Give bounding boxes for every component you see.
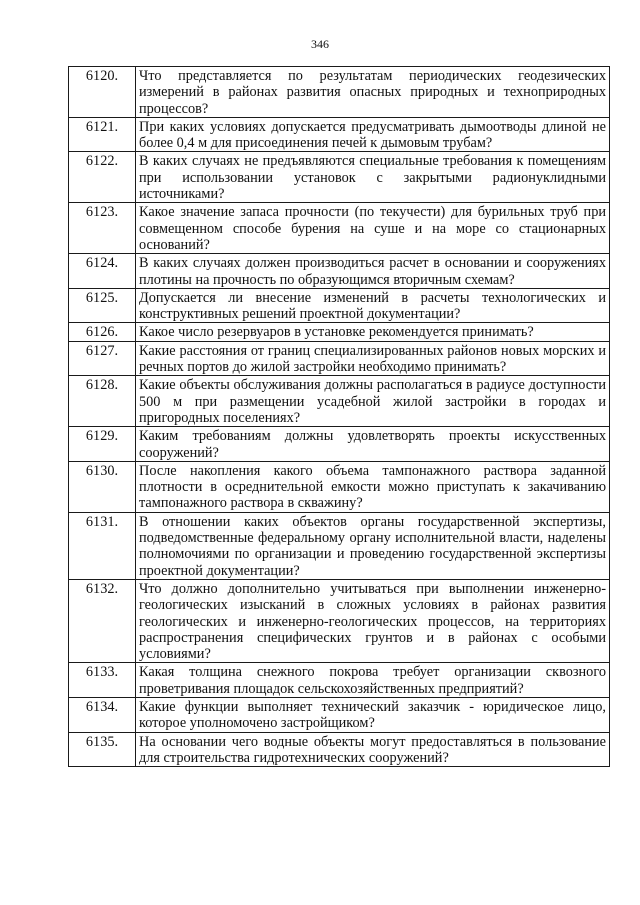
table-row bbox=[69, 376, 610, 427]
page-number: 346 bbox=[311, 37, 329, 51]
question-text: Какие расстояния от границ специализированных районов новых морских и речных портов до жилой застройки необходимо принимать? bbox=[136, 341, 610, 376]
table-row bbox=[69, 288, 610, 323]
question-text: В отношении каких объектов органы государственной экспертизы, подведомственные федеральному органу исполнительной власти, наделены полномочиями по организации и проведению государственной экспертизы проектной документации? bbox=[136, 512, 610, 579]
question-text: На основании чего водные объекты могут предоставляться в пользование для строительства гидротехнических сооружений? bbox=[136, 732, 610, 767]
question-text: Какое значение запаса прочности (по текучести) для бурильных труб при совмещенном способе бурения на суше и на море со стационарных оснований? bbox=[136, 203, 610, 254]
table-row bbox=[69, 697, 610, 732]
question-number: 6127. bbox=[69, 341, 136, 376]
question-number: 6128. bbox=[69, 376, 136, 427]
question-text: В каких случаях должен производиться расчет в основании и сооружениях плотины на прочность по образующимся вторичным схемам? bbox=[136, 254, 610, 289]
question-number: 6125. bbox=[69, 288, 136, 323]
question-number: 6129. bbox=[69, 427, 136, 462]
question-text: Что представляется по результатам периодических геодезических измерений в районах развития опасных природных и техноприродных процессов? bbox=[136, 67, 610, 118]
question-text: Какое число резервуаров в установке рекомендуется принимать? bbox=[136, 323, 610, 341]
question-number: 6135. bbox=[69, 732, 136, 767]
question-text: Допускается ли внесение изменений в расчеты технологических и конструктивных решений проектной документации? bbox=[136, 288, 610, 323]
table-row bbox=[69, 254, 610, 289]
table-row bbox=[69, 427, 610, 462]
table-row bbox=[69, 117, 610, 152]
table-row bbox=[69, 512, 610, 579]
table-row bbox=[69, 732, 610, 767]
question-number: 6132. bbox=[69, 579, 136, 662]
question-number: 6120. bbox=[69, 67, 136, 118]
questions-table bbox=[68, 66, 610, 767]
table-row bbox=[69, 323, 610, 341]
table-row bbox=[69, 341, 610, 376]
question-text: При каких условиях допускается предусматривать дымоотводы длиной не более 0,4 м для присоединения печей к дымовым трубам? bbox=[136, 117, 610, 152]
table-row bbox=[69, 203, 610, 254]
table-row bbox=[69, 152, 610, 203]
question-text: Каким требованиям должны удовлетворять проекты искусственных сооружений? bbox=[136, 427, 610, 462]
table-row bbox=[69, 663, 610, 698]
question-number: 6124. bbox=[69, 254, 136, 289]
question-number: 6122. bbox=[69, 152, 136, 203]
table-row bbox=[69, 461, 610, 512]
question-number: 6131. bbox=[69, 512, 136, 579]
question-text: Какие функции выполняет технический заказчик - юридическое лицо, которое уполномочено застройщиком? bbox=[136, 697, 610, 732]
question-text: После накопления какого объема тампонажного раствора заданной плотности в осреднительной емкости можно приступать к закачиванию тампонажного раствора в скважину? bbox=[136, 461, 610, 512]
question-text: В каких случаях не предъявляются специальные требования к помещениям при использовании установок с закрытыми радионуклидными источниками? bbox=[136, 152, 610, 203]
question-number: 6121. bbox=[69, 117, 136, 152]
question-text: Какая толщина снежного покрова требует организации сквозного проветривания площадок сельскохозяйственных предприятий? bbox=[136, 663, 610, 698]
question-number: 6134. bbox=[69, 697, 136, 732]
question-text: Что должно дополнительно учитываться при выполнении инженерно-геологических изысканий в сложных условиях в районах развития геологических и инженерно-геологических процессов, на территориях распространения специфических грунтов и в районах с особыми условиями? bbox=[136, 579, 610, 662]
question-number: 6133. bbox=[69, 663, 136, 698]
question-number: 6130. bbox=[69, 461, 136, 512]
question-number: 6126. bbox=[69, 323, 136, 341]
table-row bbox=[69, 579, 610, 662]
table-row bbox=[69, 67, 610, 118]
question-number: 6123. bbox=[69, 203, 136, 254]
question-text: Какие объекты обслуживания должны располагаться в радиусе доступности 500 м при размещении усадебной жилой застройки в городах и пригородных поселениях? bbox=[136, 376, 610, 427]
